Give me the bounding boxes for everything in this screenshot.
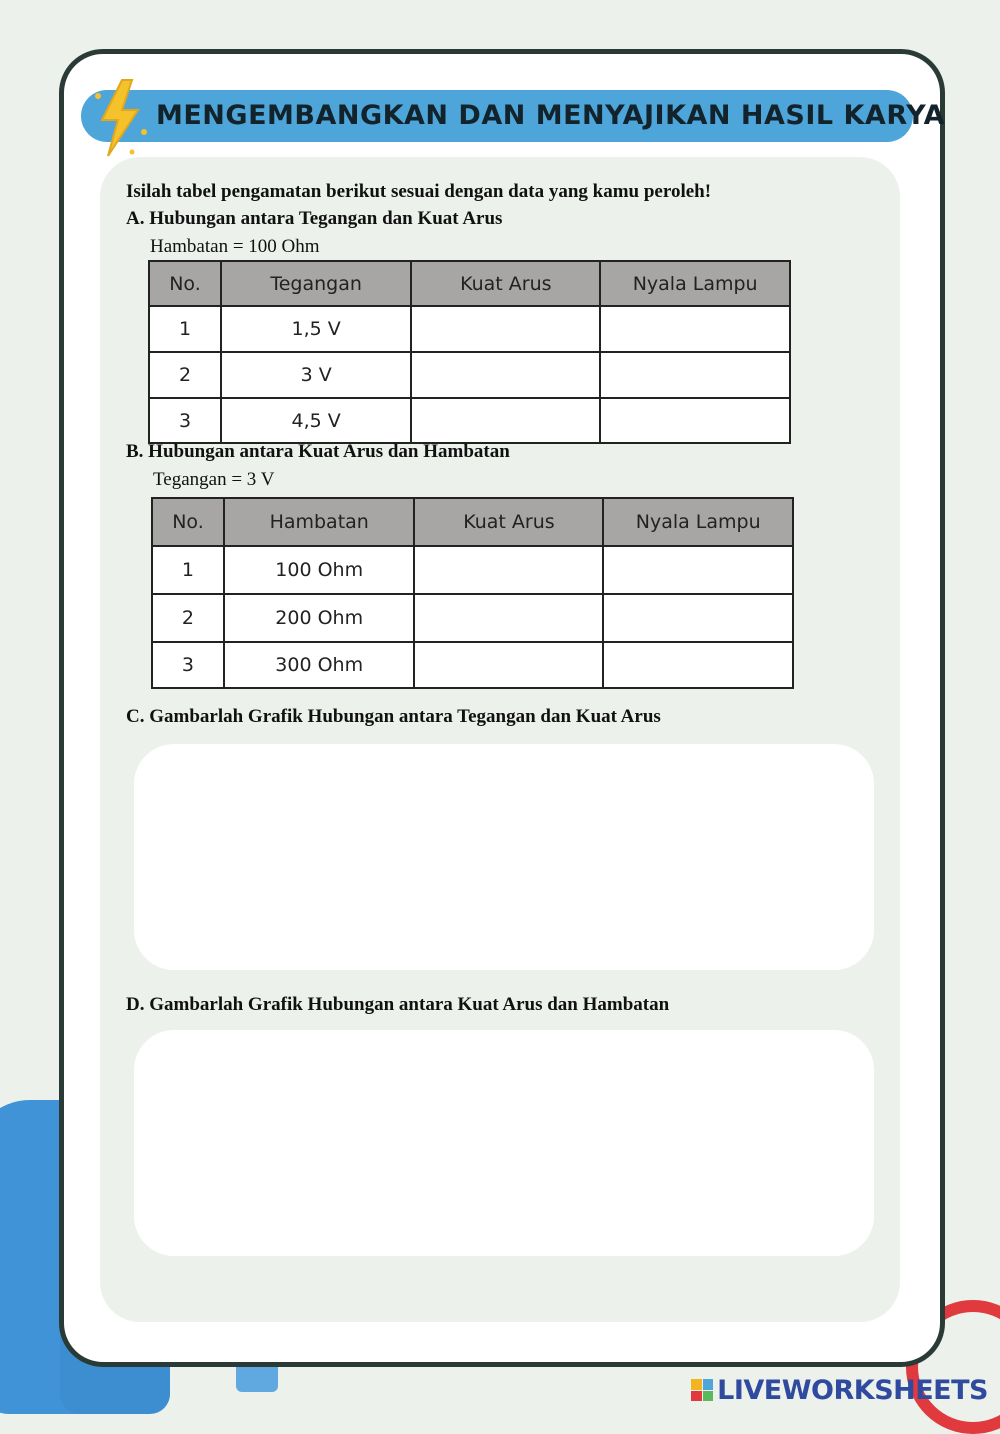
instructions-text: Isilah tabel pengamatan berikut sesuai dengan data yang kamu peroleh! xyxy=(126,181,712,202)
table-row xyxy=(149,398,790,443)
cell-kuat-arus-input[interactable] xyxy=(411,306,600,352)
table-current-resistance xyxy=(151,497,794,689)
cell-no: 2 xyxy=(149,352,221,398)
table-row xyxy=(149,306,790,352)
cell-nyala-lampu-input[interactable] xyxy=(600,352,790,398)
watermark-text: LIVEWORKSHEETS xyxy=(717,1374,988,1406)
cell-no: 1 xyxy=(152,546,224,594)
cell-tegangan: 1,5 V xyxy=(221,306,411,352)
cell-no: 3 xyxy=(152,642,224,688)
table-row xyxy=(149,352,790,398)
section-b-constant: Tegangan = 3 V xyxy=(153,469,275,490)
cell-kuat-arus-input[interactable] xyxy=(414,642,603,688)
cell-hambatan: 100 Ohm xyxy=(224,546,415,594)
table-header-row xyxy=(152,498,793,546)
cell-no: 2 xyxy=(152,594,224,642)
table-row xyxy=(152,642,793,688)
cell-nyala-lampu-input[interactable] xyxy=(603,642,793,688)
cell-tegangan: 4,5 V xyxy=(221,398,411,443)
table-voltage-current xyxy=(148,260,791,444)
column-header-no: No. xyxy=(149,261,221,306)
column-header-kuat-arus: Kuat Arus xyxy=(414,498,603,546)
section-b-heading: B. Hubungan antara Kuat Arus dan Hambatan xyxy=(126,441,510,462)
cell-hambatan: 300 Ohm xyxy=(224,642,415,688)
section-c-heading: C. Gambarlah Grafik Hubungan antara Tegangan dan Kuat Arus xyxy=(126,706,661,727)
page-title: MENGEMBANGKAN DAN MENYAJIKAN HASIL KARYA xyxy=(156,100,945,131)
liveworksheets-logo-icon xyxy=(691,1379,713,1401)
cell-nyala-lampu-input[interactable] xyxy=(600,398,790,443)
cell-no: 1 xyxy=(149,306,221,352)
section-a-constant: Hambatan = 100 Ohm xyxy=(150,236,320,257)
section-a-heading: A. Hubungan antara Tegangan dan Kuat Arus xyxy=(126,208,503,229)
graph-drawing-area-d[interactable] xyxy=(134,1030,874,1256)
graph-drawing-area-c[interactable] xyxy=(134,744,874,970)
cell-nyala-lampu-input[interactable] xyxy=(603,546,793,594)
cell-kuat-arus-input[interactable] xyxy=(411,398,600,443)
column-header-hambatan: Hambatan xyxy=(224,498,415,546)
cell-kuat-arus-input[interactable] xyxy=(414,546,603,594)
table-row xyxy=(152,546,793,594)
cell-kuat-arus-input[interactable] xyxy=(411,352,600,398)
cell-no: 3 xyxy=(149,398,221,443)
table-row xyxy=(152,594,793,642)
liveworksheets-watermark[interactable] xyxy=(691,1372,988,1408)
cell-nyala-lampu-input[interactable] xyxy=(600,306,790,352)
section-d-heading: D. Gambarlah Grafik Hubungan antara Kuat Arus dan Hambatan xyxy=(126,994,670,1015)
table-header-row xyxy=(149,261,790,306)
column-header-no: No. xyxy=(152,498,224,546)
lightning-bolt-icon xyxy=(88,76,152,160)
cell-nyala-lampu-input[interactable] xyxy=(603,594,793,642)
cell-kuat-arus-input[interactable] xyxy=(414,594,603,642)
column-header-tegangan: Tegangan xyxy=(221,261,411,306)
column-header-kuat-arus: Kuat Arus xyxy=(411,261,600,306)
cell-hambatan: 200 Ohm xyxy=(224,594,415,642)
column-header-nyala-lampu: Nyala Lampu xyxy=(600,261,790,306)
column-header-nyala-lampu: Nyala Lampu xyxy=(603,498,793,546)
cell-tegangan: 3 V xyxy=(221,352,411,398)
